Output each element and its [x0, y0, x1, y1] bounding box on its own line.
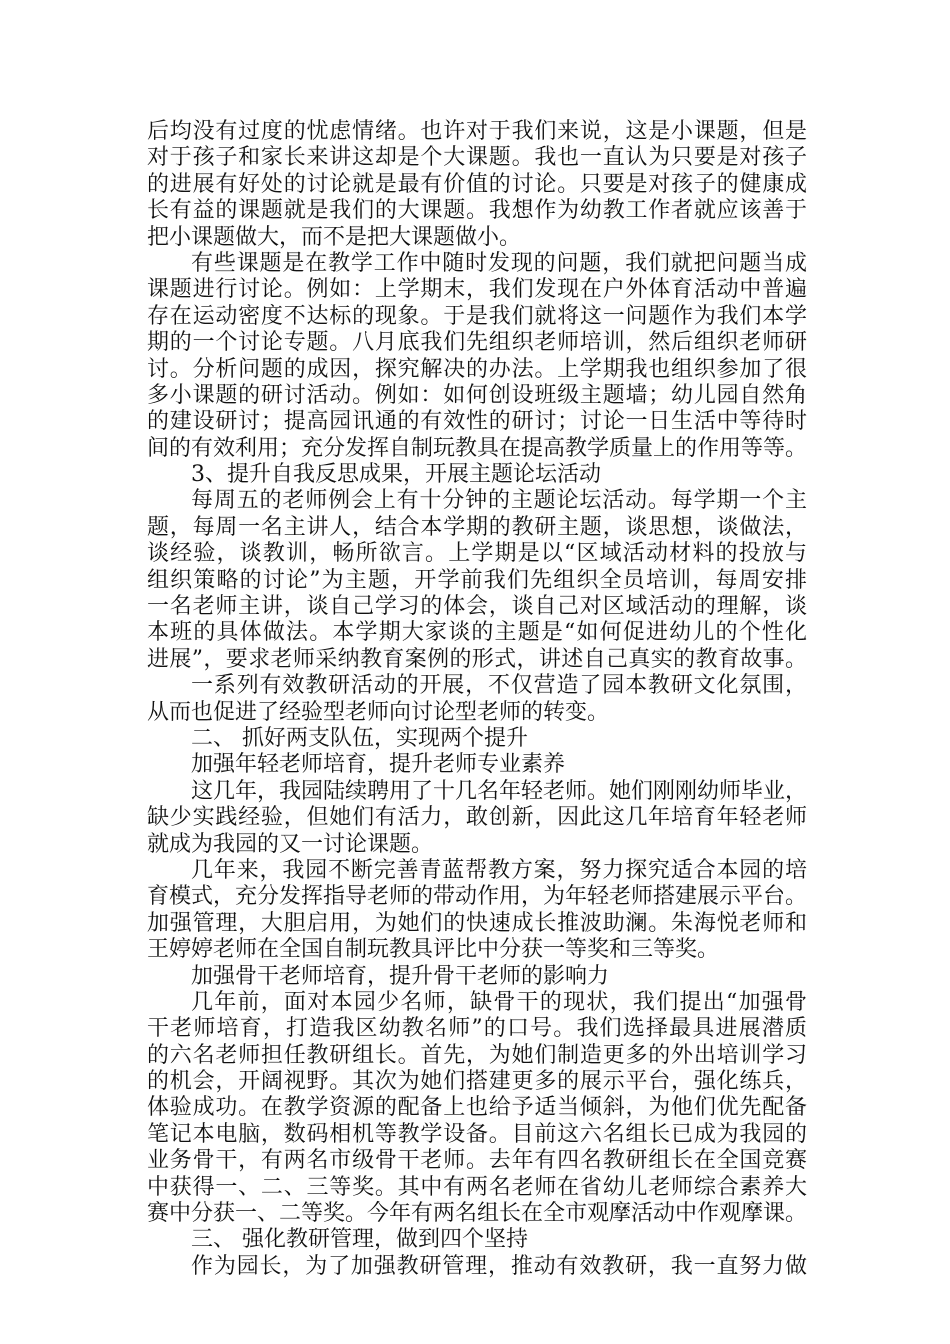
text-line: 几年来，我园不断完善青蓝帮教方案，努力探究适合本园的培 [191, 857, 807, 883]
text-line: 一系列有效教研活动的开展，不仅营造了园本教研文化氛围， [191, 673, 807, 699]
text-line: 一名老师主讲，谈自己学习的体会，谈自己对区域活动的理解，谈 [147, 594, 807, 620]
text-line: 进展”，要求老师采纳教育案例的形式，讲述自己真实的教育故事。 [147, 646, 807, 672]
text-line: 就成为我园的又一讨论课题。 [147, 831, 434, 857]
text-line: 存在运动密度不达标的现象。于是我们就将这一问题作为我们本学 [147, 303, 807, 329]
text-line: 的六名老师担任教研组长。首先，为她们制造更多的外出培训学习 [147, 1042, 807, 1068]
text-line: 缺少实践经验，但她们有活力，敢创新，因此这几年培育年轻老师 [147, 805, 807, 831]
text-line: 的建设研讨；提高园讯通的有效性的研讨；讨论一日生活中等待时 [147, 409, 807, 435]
text-line: 把小课题做大，而不是把大课题做小。 [147, 224, 522, 250]
text-line: 这几年，我园陆续聘用了十几名年轻老师。她们刚刚幼师毕业， [191, 778, 808, 804]
text-line: 间的有效利用；充分发挥自制玩教具在提高教学质量上的作用等等。 [147, 435, 808, 461]
text-line: 的进展有好处的讨论就是最有价值的讨论。只要是对孩子的健康成 [147, 171, 807, 197]
text-line: 多小课题的研讨活动。例如：如何创设班级主题墙；幼儿园自然角 [147, 382, 807, 408]
text-line: 期的一个讨论专题。八月底我们先组织老师培训，然后组织老师研 [147, 330, 807, 356]
text-line: 几年前，面对本园少名师，缺骨干的现状，我们提出“加强骨 [191, 989, 807, 1015]
text-line: 业务骨干，有两名市级骨干老师。去年有四名教研组长在全国竞赛 [147, 1148, 807, 1174]
text-line: 笔记本电脑，数码相机等教学设备。目前这六名组长已成为我园的 [147, 1121, 807, 1147]
text-line: 谈经验，谈教训，畅所欲言。上学期是以“区域活动材料的投放与 [147, 541, 807, 567]
text-line: 加强骨干老师培育，提升骨干老师的影响力 [191, 963, 610, 989]
text-line: 作为园长，为了加强教研管理，推动有效教研，我一直努力做 [191, 1253, 807, 1279]
text-line: 讨。分析问题的成因，探究解决的办法。上学期我也组织参加了很 [147, 356, 807, 382]
text-line: 对于孩子和家长来讲这却是个大课题。我也一直认为只要是对孩子 [147, 145, 807, 171]
text-line: 体验成功。在教学资源的配备上也给予适当倾斜，为他们优先配备 [147, 1095, 807, 1121]
document-body [147, 119, 807, 1280]
text-line: 育模式，充分发挥指导老师的带动作用，为年轻老师搭建展示平台。 [147, 884, 808, 910]
text-line: 三、 强化教研管理，做到四个坚持 [191, 1227, 528, 1253]
text-line: 课题进行讨论。例如：上学期末，我们发现在户外体育活动中普遍 [147, 277, 807, 303]
text-line: 二、 抓好两支队伍，实现两个提升 [191, 725, 528, 751]
text-line: 的机会，开阔视野。其次为她们搭建更多的展示平台，强化练兵， [147, 1069, 807, 1095]
text-line: 加强年轻老师培育，提升老师专业素养 [191, 752, 566, 778]
text-line: 组织策略的讨论”为主题，开学前我们先组织全员培训，每周安排 [147, 567, 807, 593]
text-line: 有些课题是在教学工作中随时发现的问题，我们就把问题当成 [191, 250, 807, 276]
text-line: 后均没有过度的忧虑情绪。也许对于我们来说，这是小课题，但是 [147, 119, 807, 144]
text-line: 每周五的老师例会上有十分钟的主题论坛活动。每学期一个主 [191, 488, 807, 514]
text-line: 3、提升自我反思成果，开展主题论坛活动 [191, 462, 601, 488]
text-line: 长有益的课题就是我们的大课题。我想作为幼教工作者就应该善于 [147, 198, 807, 224]
text-line: 中获得一、二、三等奖。其中有两名老师在省幼儿老师综合素养大 [147, 1174, 807, 1200]
text-line: 赛中分获一、二等奖。今年有两名组长在全市观摩活动中作观摩课。 [147, 1201, 808, 1227]
text-line: 干老师培育，打造我区幼教名师”的口号。我们选择最具进展潜质 [147, 1016, 807, 1042]
text-line: 本班的具体做法。本学期大家谈的主题是“如何促进幼儿的个性化 [147, 620, 807, 646]
text-line: 王婷婷老师在全国自制玩教具评比中分获一等奖和三等奖。 [147, 937, 720, 963]
text-line: 从而也促进了经验型老师向讨论型老师的转变。 [147, 699, 610, 725]
text-line: 加强管理，大胆启用，为她们的快速成长推波助澜。朱海悦老师和 [147, 910, 807, 936]
text-line: 题，每周一名主讲人，结合本学期的教研主题，谈思想，谈做法， [147, 514, 807, 540]
